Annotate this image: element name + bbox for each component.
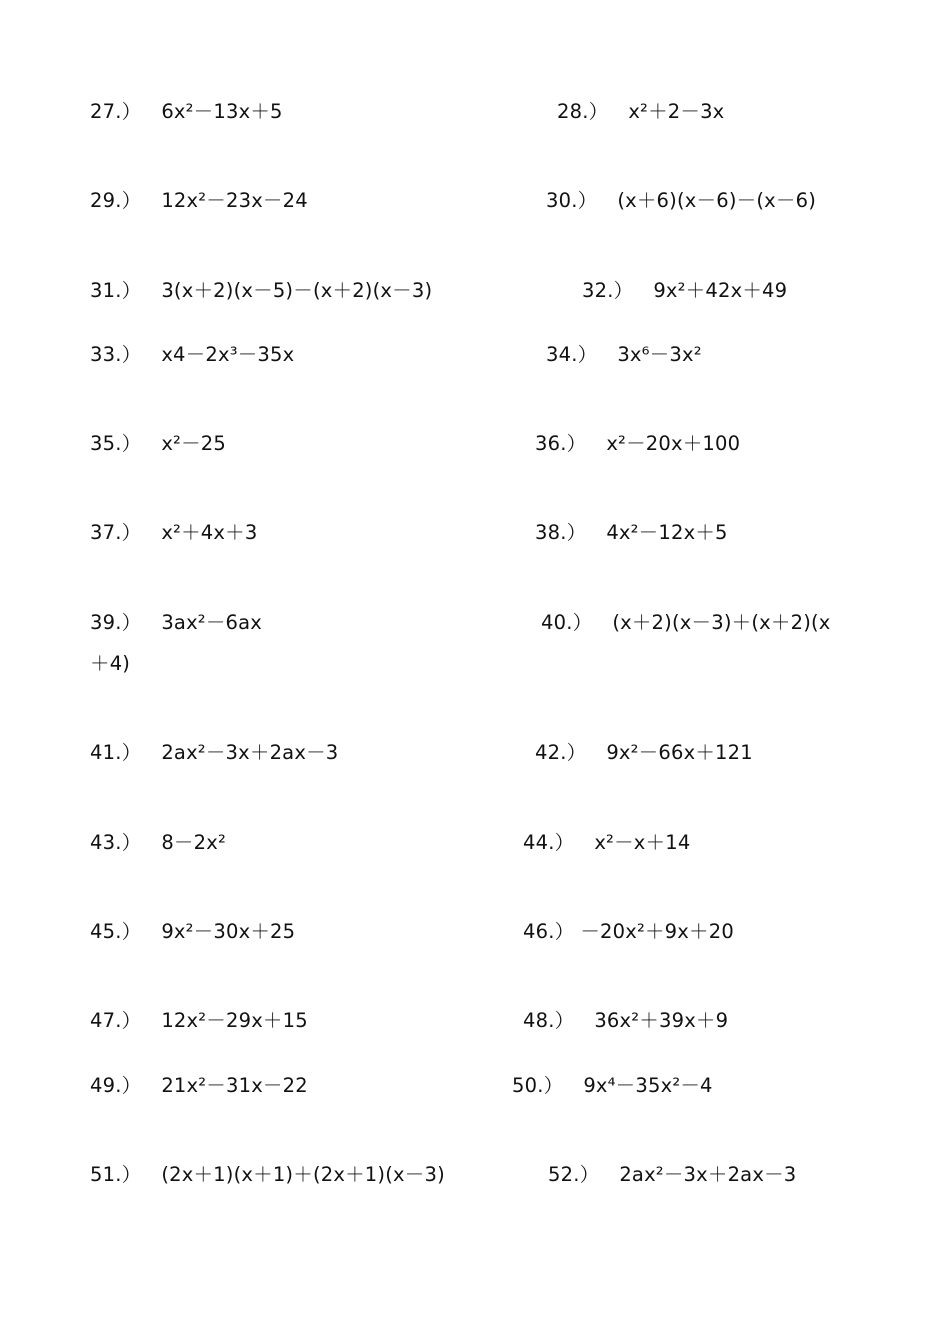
problem-expression: x²－x＋14: [594, 831, 691, 854]
problem-number: 28.）: [557, 100, 609, 123]
problem-37: [90, 521, 257, 545]
problem-number: 47.）: [90, 1009, 142, 1032]
problem-expression: 36x²＋39x＋9: [594, 1009, 729, 1032]
problem-number: 43.）: [90, 831, 142, 854]
problem-number: 30.）: [546, 189, 598, 212]
problem-expression: 8－2x²: [161, 831, 226, 854]
problem-expression: x²－25: [161, 432, 226, 455]
problem-expression: 9x²－66x＋121: [606, 741, 753, 764]
problem-number: 42.）: [535, 741, 587, 764]
problem-number: 44.）: [523, 831, 575, 854]
problem-41: [90, 741, 338, 765]
problem-expression: x²＋4x＋3: [161, 521, 258, 544]
problem-expression: x4－2x³－35x: [161, 343, 295, 366]
problem-number: 32.）: [582, 279, 634, 302]
problem-number: 45.）: [90, 920, 142, 943]
problem-40: [541, 611, 831, 635]
problem-expression: (2x＋1)(x＋1)＋(2x＋1)(x－3): [161, 1163, 445, 1186]
problem-40-continuation: [90, 652, 130, 676]
problem-28: [557, 100, 724, 124]
problem-number: 40.）: [541, 611, 593, 634]
problem-47: [90, 1009, 308, 1033]
problem-number: 33.）: [90, 343, 142, 366]
problem-expression: (x＋6)(x－6)－(x－6): [617, 189, 816, 212]
problem-number: 35.）: [90, 432, 142, 455]
problem-35: [90, 432, 226, 456]
problem-number: 46.）: [523, 920, 575, 943]
problem-expression: －20x²＋9x＋20: [580, 920, 734, 943]
problem-number: 41.）: [90, 741, 142, 764]
problem-expression: 3x⁶－3x²: [617, 343, 702, 366]
problem-number: 27.）: [90, 100, 142, 123]
problem-number: 52.）: [548, 1163, 600, 1186]
problem-expression: 2ax²－3x＋2ax－3: [161, 741, 339, 764]
problem-expression: (x＋2)(x－3)＋(x＋2)(x: [612, 611, 831, 634]
problem-expression: x²－20x＋100: [606, 432, 741, 455]
problem-number: 37.）: [90, 521, 142, 544]
problem-44: [523, 831, 690, 855]
problem-number: 36.）: [535, 432, 587, 455]
problem-36: [535, 432, 740, 456]
problem-50: [512, 1074, 713, 1098]
problem-number: 34.）: [546, 343, 598, 366]
problem-43: [90, 831, 226, 855]
problem-34: [546, 343, 702, 367]
problem-expression: 6x²－13x＋5: [161, 100, 283, 123]
problem-number: 38.）: [535, 521, 587, 544]
problem-39: [90, 611, 262, 635]
problem-expression-continuation: ＋4): [90, 652, 131, 675]
problem-42: [535, 741, 753, 765]
problem-expression: 9x²－30x＋25: [161, 920, 296, 943]
problem-30: [546, 189, 816, 213]
problem-49: [90, 1074, 308, 1098]
problem-38: [535, 521, 728, 545]
problem-expression: 12x²－29x＋15: [161, 1009, 308, 1032]
problem-expression: 9x⁴－35x²－4: [583, 1074, 713, 1097]
problem-45: [90, 920, 295, 944]
problem-number: 51.）: [90, 1163, 142, 1186]
problem-32: [582, 279, 787, 303]
problem-expression: 2ax²－3x＋2ax－3: [619, 1163, 797, 1186]
problem-expression: x²＋2－3x: [628, 100, 725, 123]
problem-number: 49.）: [90, 1074, 142, 1097]
problem-29: [90, 189, 308, 213]
problem-expression: 21x²－31x－22: [161, 1074, 308, 1097]
problem-number: 39.）: [90, 611, 142, 634]
problem-number: 31.）: [90, 279, 142, 302]
problem-51: [90, 1163, 445, 1187]
problem-27: [90, 100, 283, 124]
problem-46: [523, 920, 734, 944]
problem-number: 50.）: [512, 1074, 564, 1097]
problem-33: [90, 343, 294, 367]
problem-expression: 3(x＋2)(x－5)－(x＋2)(x－3): [161, 279, 433, 302]
problem-31: [90, 279, 432, 303]
problem-expression: 9x²＋42x＋49: [653, 279, 788, 302]
problem-52: [548, 1163, 796, 1187]
problem-expression: 12x²－23x－24: [161, 189, 308, 212]
problem-48: [523, 1009, 728, 1033]
problem-number: 48.）: [523, 1009, 575, 1032]
problem-expression: 3ax²－6ax: [161, 611, 263, 634]
problem-expression: 4x²－12x＋5: [606, 521, 728, 544]
problem-number: 29.）: [90, 189, 142, 212]
